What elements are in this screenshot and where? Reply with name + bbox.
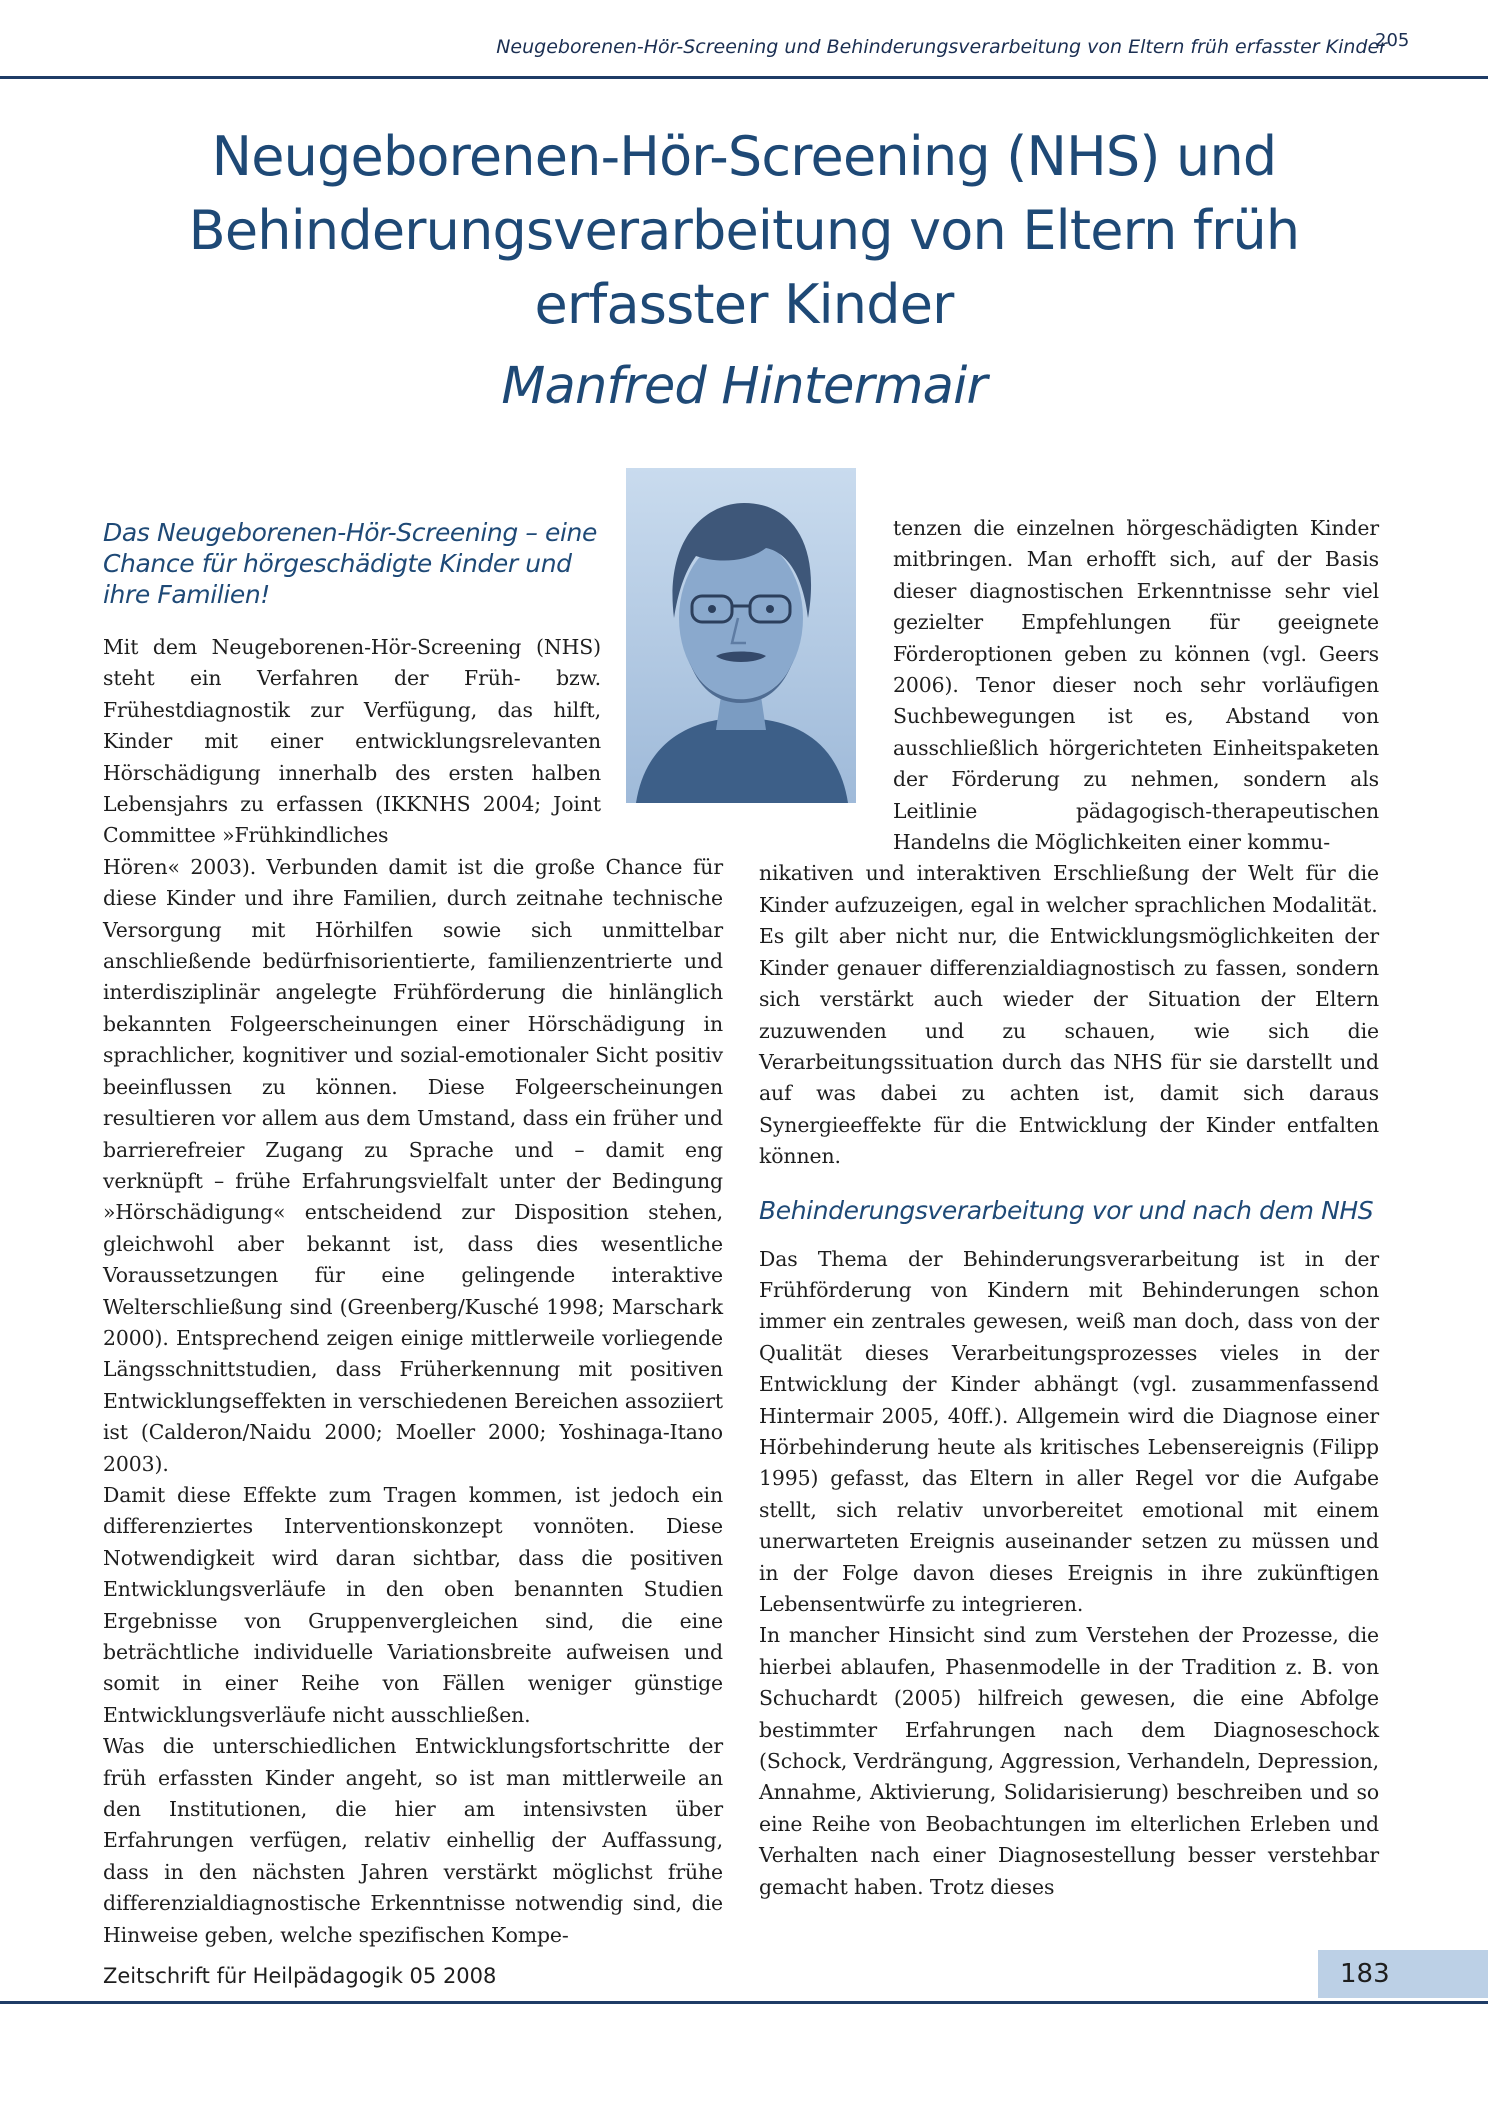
paragraph-intervention: Damit diese Effekte zum Tragen kommen, ist jedoch ein differenziertes Interventionskonzept vonnöten. Diese Notwendigkeit wird daran sichtbar, dass die positiven Entwicklungsverläufe in den oben benannten Studien Ergebnisse von Gruppenvergleichen sind, die eine beträchtliche individuelle Variationsbreite aufweisen und somit in einer Reihe von Fällen weniger günstige Entwicklungsverläufe nicht ausschließen.	[103, 1482, 723, 1727]
footer-page-number: 183	[1318, 1950, 1488, 1998]
paragraph-development: Was die unterschiedlichen Entwicklungsfortschritte der früh erfassten Kinder angeht, so ist man mittlerweile an den Institutionen, die hier am intensivsten über Erfahrungen verfügen, relativ einhellig der Auffassung, dass in den nächsten Jahren verstärkt möglichst frühe differenzialdiagnostische Erkenntnisse notwendig sind, die Hinweise geben, welche spezifischen Kompe-	[103, 1734, 723, 1947]
right-column	[759, 513, 1379, 1903]
section-heading-nhs-chance: Das Neugeborenen-Hör-Screening – eine Chance für hörgeschädigte Kinder und ihre Familien!	[103, 518, 597, 609]
left-column	[103, 517, 723, 1951]
paragraph-intro-part1: Mit dem Neugeborenen-Hör-Screening (NHS) steht ein Verfahren der Früh- bzw. Frühestdiagnostik zur Verfügung, das hilft, Kinder mit einer entwicklungsrelevanten Hörschädigung innerhalb des ersten halben Lebensjahrs zu erfassen (IKKNHS 2004; Joint Committee »Frühkindliches	[103, 635, 601, 848]
top-rule	[0, 76, 1488, 79]
paragraph-intro-part2: Hören« 2003). Verbunden damit ist die große Chance für diese Kinder und ihre Familien, durch zeitnahe technische Versorgung mit Hörhilfen sowie sich unmittelbar anschließende bedürfnisorientierte, familienzentrierte und interdisziplinär angelegte Frühförderung die hinlänglich bekannten Folgeerscheinungen einer Hörschädigung in sprachlicher, kognitiver und sozial-emotionaler Sicht positiv beeinflussen zu können. Diese Folgeerscheinungen resultieren vor allem aus dem Umstand, dass ein früher und barrierefreier Zugang zu Sprache und – damit eng verknüpft – frühe Erfahrungsvielfalt unter der Bedingung »Hörschädigung« entscheidend zur Disposition stehen, gleichwohl aber bekannt ist, dass dies wesentliche Voraussetzungen für eine gelingende interaktive Welterschließung sind (Greenberg/Kusché 1998; Marschark 2000). Entsprechend zeigen einige mittlerweile vorliegende Längsschnittstudien, dass Früherkennung mit positiven Entwicklungseffekten in verschiedenen Bereichen assoziiert ist (Calderon/Naidu 2000; Moeller 2000; Yoshinaga-Itano 2003).	[103, 854, 723, 1476]
paragraph-development-continued-full: nikativen und interaktiven Erschließung der Welt für die Kinder aufzuzeigen, egal in welcher sprachlichen Modalität.	[759, 861, 1379, 917]
running-head-title: Neugeborenen-Hör-Screening und Behinderungsverarbeitung von Eltern früh erfasster Kinder	[496, 36, 1387, 58]
article-author: Manfred Hintermair	[501, 357, 987, 416]
paragraph-parents: Es gilt aber nicht nur, die Entwicklungsmöglichkeiten der Kinder genauer differenzialdiagnostisch zu fassen, sondern sich verstärkt auch wieder der Situation der Eltern zuzuwenden und zu schauen, wie sich die Verarbeitungssituation durch das NHS für sie darstellt und auf was dabei zu achten ist, damit sich daraus Synergieeffekte für die Entwicklung der Kinder entfalten können.	[759, 924, 1379, 1169]
footer-journal: Zeitschrift für Heilpädagogik 05 2008	[103, 1964, 497, 1988]
paragraph-phase-models: In mancher Hinsicht sind zum Verstehen der Prozesse, die hierbei ablaufen, Phasenmodelle in der Tradition z. B. von Schuchardt (2005) hilfreich gewesen, die eine Abfolge bestimmter Erfahrungen nach dem Diagnoseschock (Schock, Verdrängung, Aggression, Verhandeln, Depression, Annahme, Aktivierung, Solidarisierung) beschreiben und so eine Reihe von Beobachtungen im elterlichen Erleben und Verhalten nach einer Diagnosestellung besser verstehbar gemacht haben. Trotz dieses	[759, 1623, 1379, 1899]
paragraph-development-continued: tenzen die einzelnen hörgeschädigten Kinder mitbringen. Man erhofft sich, auf der Basis dieser diagnostischen Erkenntnisse sehr viel gezielter Empfehlungen für geeignete Förderoptionen geben zu können (vgl. Geers 2006). Tenor dieser noch sehr vorläufigen Suchbewegungen ist es, Abstand von ausschließlich hörgerichteten Einheitspaketen der Förderung zu nehmen, sondern als Leitlinie pädagogisch-therapeutischen Handelns die Möglichkeiten einer kommu-	[893, 516, 1379, 855]
paragraph-processing-topic: Das Thema der Behinderungsverarbeitung ist in der Frühförderung von Kindern mit Behinderungen schon immer ein zentrales gewesen, weiß man doch, dass von der Qualität dieses Verarbeitungsprozesses vieles in der Entwicklung der Kinder abhängt (vgl. zusammenfassend Hintermair 2005, 40ff.). Allgemein wird die Diagnose einer Hörbehinderung heute als kritisches Lebensereignis (Filipp 1995) gefasst, das Eltern in aller Regel vor die Aufgabe stellt, sich relativ unvorbereitet emotional mit einem unerwarteten Ereignis auseinander setzen zu müssen und in der Folge davon dieses Ereignis in ihre zukünftigen Lebensentwürfe zu integrieren.	[759, 1246, 1379, 1616]
running-head-page-number: 205	[1375, 30, 1410, 51]
section-heading-disability-processing: Behinderungsverarbeitung vor und nach dem NHS	[759, 1195, 1374, 1225]
bottom-rule	[0, 2001, 1488, 2004]
article-title: Neugeborenen-Hör-Screening (NHS) und Behinderungsverarbeitung von Eltern früh erfasster Kinder	[188, 125, 1300, 336]
